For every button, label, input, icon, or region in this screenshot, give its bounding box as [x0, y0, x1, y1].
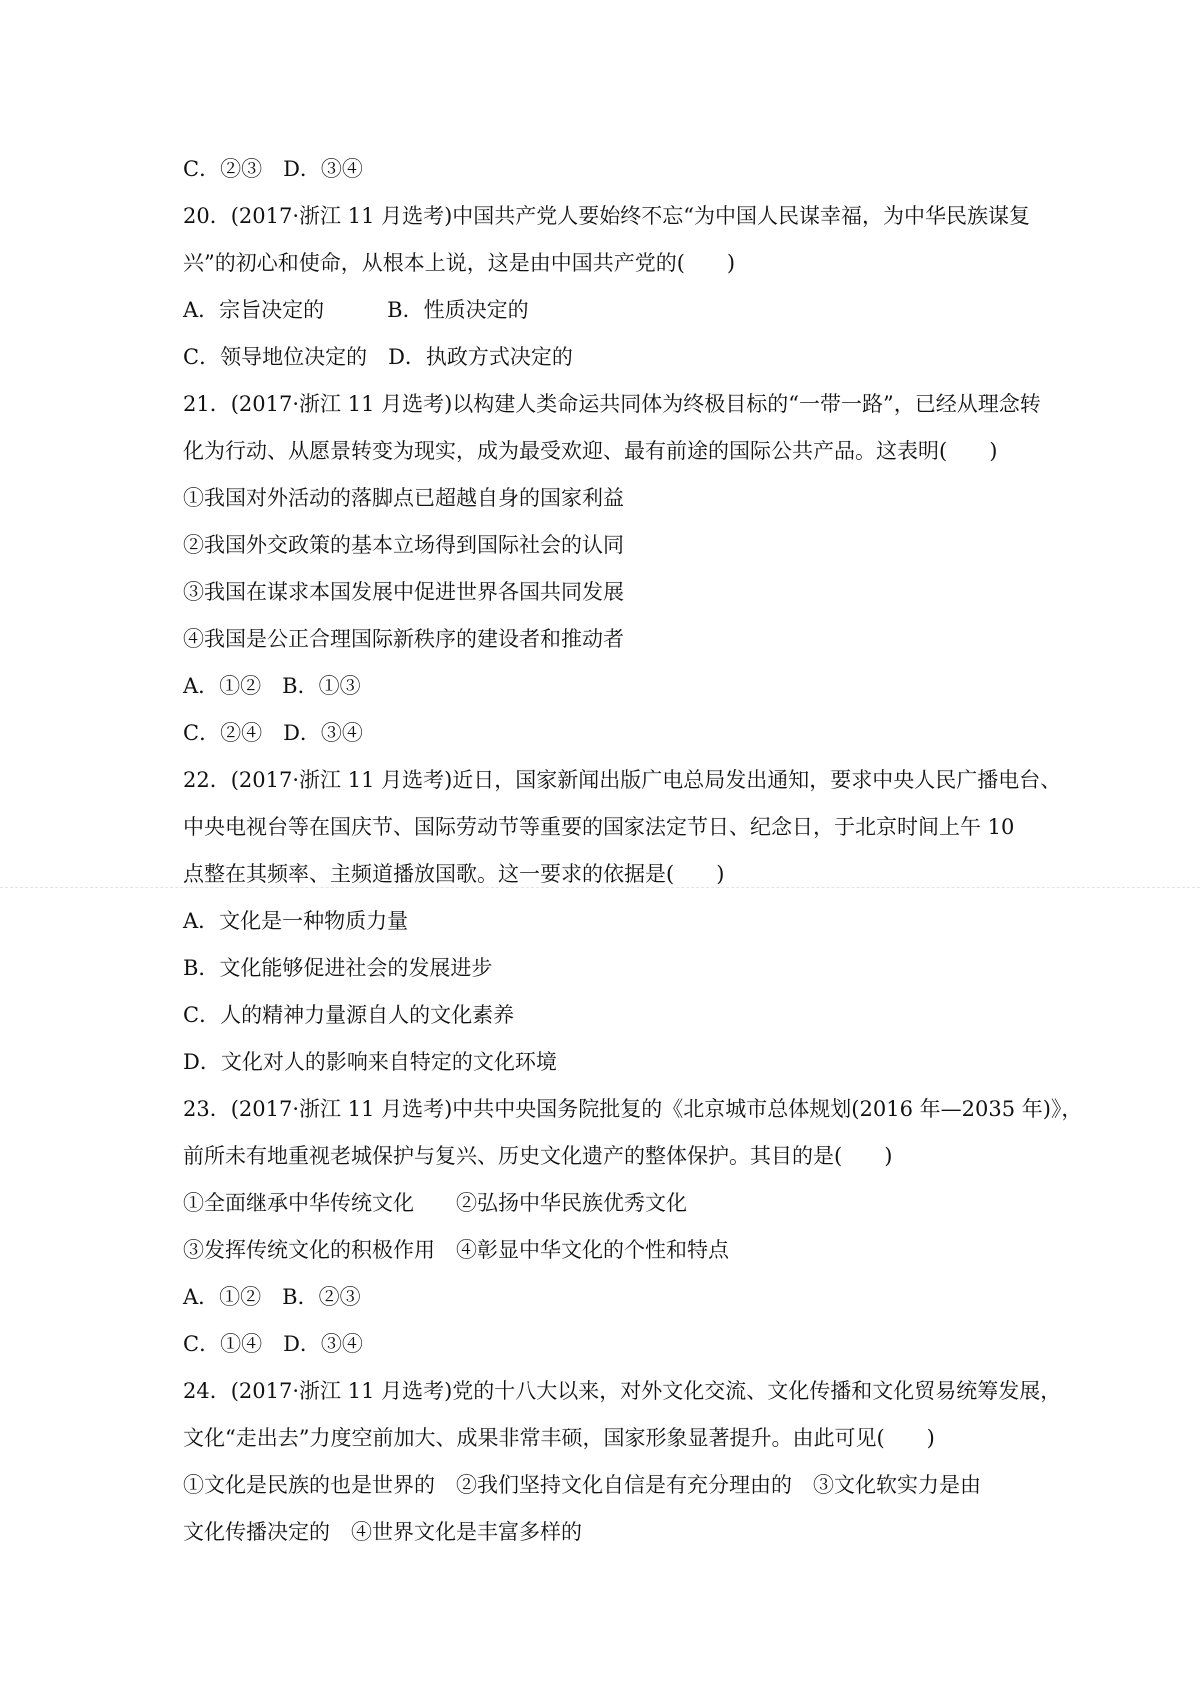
- text-line: A．①② B．②③: [183, 1285, 361, 1309]
- text-line: 20．(2017·浙江 11 月选考)中国共产党人要始终不忘“为中国人民谋幸福，为中华民族谋复: [183, 204, 1031, 228]
- text-line: D．文化对人的影响来自特定的文化环境: [183, 1050, 557, 1074]
- text-line: 23．(2017·浙江 11 月选考)中共中央国务院批复的《北京城市总体规划(2016 年—2035 年)》，: [183, 1097, 1083, 1121]
- text-line: C．领导地位决定的 D．执政方式决定的: [183, 345, 573, 369]
- text-line: 点整在其频率、主频道播放国歌。这一要求的依据是( ): [183, 862, 725, 886]
- text-line: B．文化能够促进社会的发展进步: [183, 956, 493, 980]
- text-line: C．①④ D．③④: [183, 1332, 363, 1356]
- text-line: A．文化是一种物质力量: [183, 909, 409, 933]
- question-text: [183, 146, 1083, 1556]
- text-line: 文化传播决定的 ④世界文化是丰富多样的: [183, 1520, 582, 1544]
- text-line: 前所未有地重视老城保护与复兴、历史文化遗产的整体保护。其目的是( ): [183, 1144, 893, 1168]
- text-line: C．②③ D．③④: [183, 157, 363, 181]
- text-line: ①文化是民族的也是世界的 ②我们坚持文化自信是有充分理由的 ③文化软实力是由: [183, 1473, 981, 1497]
- text-line: C．人的精神力量源自人的文化素养: [183, 1003, 515, 1027]
- text-line: 文化“走出去”力度空前加大、成果非常丰硕，国家形象显著提升。由此可见( ): [183, 1426, 935, 1450]
- text-line: 24．(2017·浙江 11 月选考)党的十八大以来，对外文化交流、文化传播和文化贸易统筹发展，: [183, 1379, 1062, 1403]
- text-line: 22．(2017·浙江 11 月选考)近日，国家新闻出版广电总局发出通知，要求中央人民广播电台、: [183, 768, 1062, 792]
- text-line: ④我国是公正合理国际新秩序的建设者和推动者: [183, 627, 624, 651]
- text-line: 中央电视台等在国庆节、国际劳动节等重要的国家法定节日、纪念日，于北京时间上午 10: [183, 815, 1015, 839]
- text-line: 兴”的初心和使命，从根本上说，这是由中国共产党的( ): [183, 251, 736, 275]
- text-line: C．②④ D．③④: [183, 721, 363, 745]
- text-line: ②我国外交政策的基本立场得到国际社会的认同: [183, 533, 624, 557]
- text-line: 21．(2017·浙江 11 月选考)以构建人类命运共同体为终极目标的“一带一路”，已经从理念转: [183, 392, 1041, 416]
- text-line: A．①② B．①③: [183, 674, 361, 698]
- text-line: 化为行动、从愿景转变为现实，成为最受欢迎、最有前途的国际公共产品。这表明( ): [183, 439, 998, 463]
- text-line: ①全面继承中华传统文化 ②弘扬中华民族优秀文化: [183, 1191, 687, 1215]
- text-line: A．宗旨决定的 B．性质决定的: [183, 298, 529, 322]
- text-line: ③发挥传统文化的积极作用 ④彰显中华文化的个性和特点: [183, 1238, 729, 1262]
- text-line: ①我国对外活动的落脚点已超越自身的国家利益: [183, 486, 624, 510]
- text-line: ③我国在谋求本国发展中促进世界各国共同发展: [183, 580, 624, 604]
